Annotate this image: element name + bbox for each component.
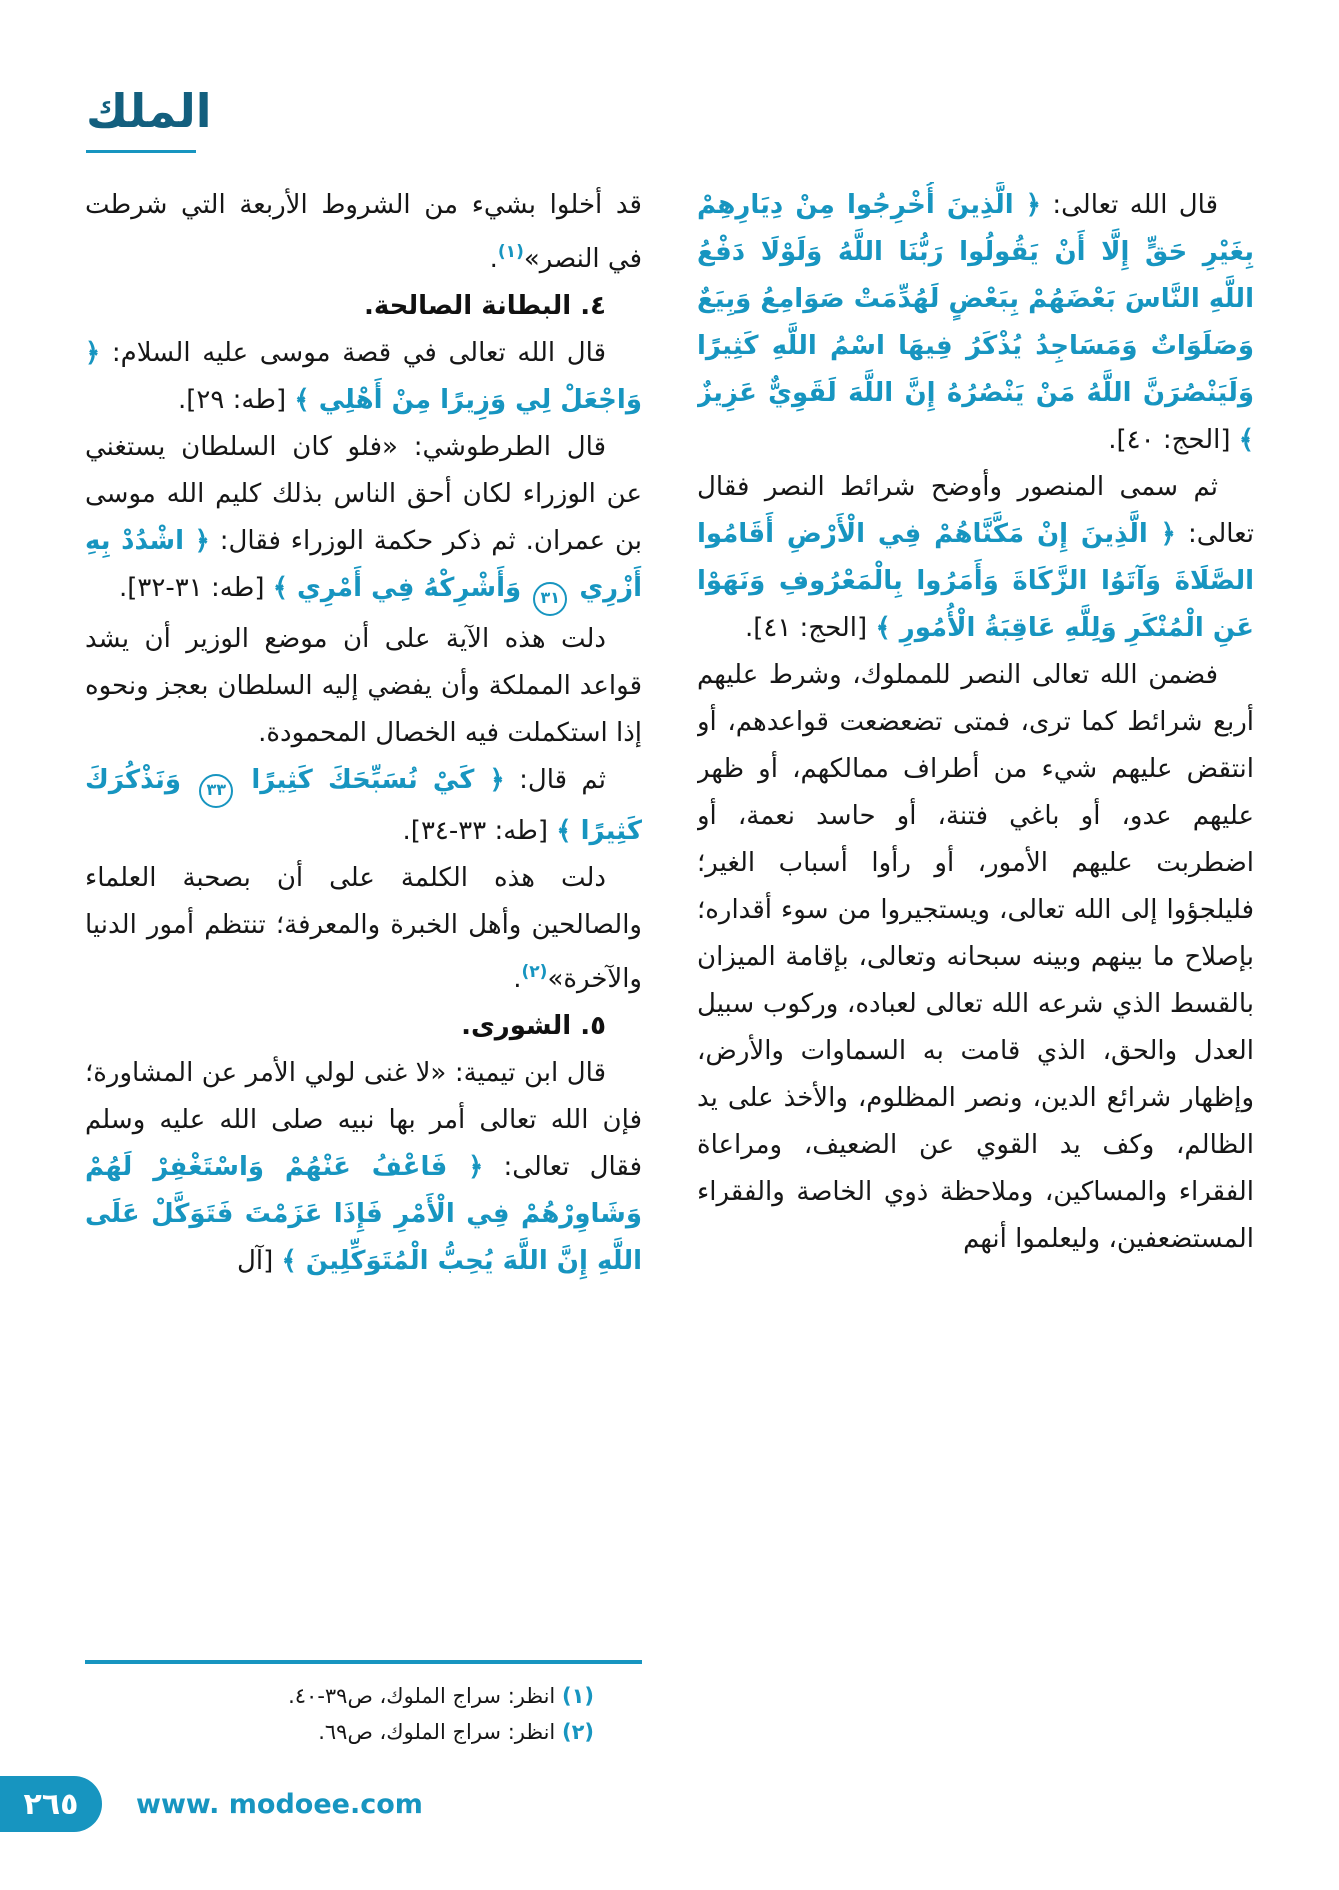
- footnote-text: انظر: سراج الملوك، ص٦٩.: [318, 1720, 562, 1744]
- paragraph: [85, 1050, 642, 1285]
- verse-reference: [طه: ٣٣-٣٤].: [402, 816, 557, 846]
- content-columns: [85, 182, 1254, 1750]
- body-text: ثم قال:: [504, 765, 606, 795]
- verse-reference: [آل: [236, 1246, 282, 1276]
- quran-verse: ﴿ فَاعْفُ عَنْهُمْ وَاسْتَغْفِرْ لَهُمْ وَشَاوِرْهُمْ فِي الْأَمْرِ فَإِذَا عَزَمْتَ فَتَوَكَّلْ عَلَى اللَّهِ إِنَّ اللَّهَ يُحِبُّ الْمُتَوَكِّلِينَ ﴾: [85, 1152, 642, 1276]
- footnotes: [85, 1654, 642, 1750]
- body-text: قد أخلوا بشيء من الشروط الأربعة التي شرطت في النصر»: [85, 190, 642, 274]
- paragraph: [85, 616, 642, 757]
- section-heading: [85, 283, 642, 330]
- paragraph: [85, 757, 642, 855]
- quran-verse: ﴿ وَاجْعَلْ لِي وَزِيرًا مِنْ أَهْلِي ﴾: [85, 338, 642, 415]
- section-title: البطانة الصالحة.: [364, 291, 581, 321]
- column-right: [697, 182, 1254, 1750]
- verse-reference: [الحج: ٤٠].: [1108, 425, 1239, 455]
- footnote-marker: (١): [497, 242, 524, 262]
- footnote-marker: (٢): [521, 962, 548, 982]
- paragraph: [85, 424, 642, 616]
- paragraph: [85, 182, 642, 283]
- body-text: ثم سمى المنصور وأوضح شرائط النصر فقال تعالى:: [697, 472, 1254, 549]
- body-text: قال الله تعالى في قصة موسى عليه السلام:: [100, 338, 606, 368]
- section-heading: [85, 1003, 642, 1050]
- body-text: قال الله تعالى:: [1041, 190, 1218, 220]
- page-number-badge: [0, 1776, 102, 1832]
- paragraph: [697, 652, 1254, 1263]
- body-text: فضمن الله تعالى النصر للمملوك، وشرط عليهم أربع شرائط كما ترى، فمتى تضعضعت قواعدهم، أو انتقض عليهم شيء من أطراف ممالكهم، أو ظهر عليهم عدو، أو باغي فتنة، أو حاسد نعمة، أو اضطربت عليهم الأمور، أو رأوا أسباب الغير؛ فليلجؤوا إلى الله تعالى، ويستجيروا من سوء أقداره؛ بإصلاح ما بينهم وبينه سبحانه وتعالى، بإقامة الميزان بالقسط الذي شرعه الله تعالى لعباده، وركوب سبيل العدل والحق، الذي قامت به السماوات والأرض، وإظهار شرائع الدين، ونصر المظلوم، والأخذ على يد الظالم، وكف يد القوي عن الضعيف، ومراعاة الفقراء والمساكين، وملاحظة ذوي الخاصة والفقراء المستضعفين، وليعلموا أنهم: [697, 660, 1254, 1254]
- ayah-number: ٣٣: [199, 774, 233, 808]
- footnotes-separator: [85, 1660, 642, 1664]
- title-underline: [86, 150, 196, 153]
- body-text: دلت هذه الآية على أن موضع الوزير أن يشد قواعد المملكة وأن يفضي إليه السلطان بعجز ونحوه إذا استكملت فيه الخصال المحمودة.: [85, 624, 642, 748]
- paragraph: [85, 855, 642, 1003]
- ayah-number: ٣١: [533, 582, 567, 616]
- verse-reference: [الحج: ٤١].: [744, 613, 876, 643]
- verse-reference: [طه: ٣١-٣٢].: [119, 573, 273, 603]
- column-left: [85, 182, 642, 1750]
- paragraph: [697, 464, 1254, 652]
- page-number: ٢٦٥: [23, 1786, 79, 1822]
- website-text: www. modoee.com: [136, 1789, 423, 1820]
- body-text: دلت هذه الكلمة على أن بصحبة العلماء والصالحين وأهل الخبرة والمعرفة؛ تنتظم أمور الدنيا والآخرة»: [85, 863, 642, 994]
- section-title: الشورى.: [461, 1011, 581, 1041]
- quran-verse: وَنَذْكُرَكَ كَثِيرًا ﴾: [85, 765, 642, 846]
- footnote-number: (٢): [561, 1720, 594, 1744]
- quran-verse: وَأَشْرِكْهُ فِي أَمْرِي ﴾: [272, 573, 531, 603]
- page-title: الملك: [86, 84, 212, 138]
- body-text: .: [513, 964, 522, 994]
- verse-reference: [طه: ٢٩].: [177, 385, 295, 415]
- quran-verse: ﴿ الَّذِينَ أُخْرِجُوا مِنْ دِيَارِهِمْ بِغَيْرِ حَقٍّ إِلَّا أَنْ يَقُولُوا رَبُّنَا اللَّهُ وَلَوْلَا دَفْعُ اللَّهِ النَّاسَ بَعْضَهُمْ بِبَعْضٍ لَهُدِّمَتْ صَوَامِعُ وَبِيَعٌ وَصَلَوَاتٌ وَمَسَاجِدُ يُذْكَرُ فِيهَا اسْمُ اللَّهِ كَثِيرًا وَلَيَنْصُرَنَّ اللَّهُ مَنْ يَنْصُرُهُ إِنَّ اللَّهَ لَقَوِيٌّ عَزِيزٌ ﴾: [697, 190, 1254, 455]
- body-text: قال الطرطوشي: «فلو كان السلطان يستغني عن الوزراء لكان أحق الناس بذلك كليم الله موسى بن عمران. ثم ذكر حكمة الوزراء فقال:: [85, 432, 642, 556]
- paragraph: [85, 330, 642, 424]
- quran-verse: ﴿ اشْدُدْ بِهِ أَزْرِي: [85, 526, 642, 603]
- paragraph: [697, 182, 1254, 464]
- footnote-item: [85, 1714, 642, 1750]
- quran-verse: ﴿ كَيْ نُسَبِّحَكَ كَثِيرًا: [236, 765, 505, 795]
- body-text: قال ابن تيمية: «لا غنى لولي الأمر عن المشاورة؛ فإن الله تعالى أمر بها نبيه صلى الله عليه وسلم فقال تعالى:: [85, 1058, 642, 1182]
- footnote-text: انظر: سراج الملوك، ص٣٩-٤٠.: [288, 1684, 562, 1708]
- section-number: ٥.: [580, 1011, 606, 1041]
- footnote-number: (١): [561, 1684, 594, 1708]
- section-number: ٤.: [580, 291, 606, 321]
- footnote-item: [85, 1678, 642, 1714]
- quran-verse: ﴿ الَّذِينَ إِنْ مَكَّنَّاهُمْ فِي الْأَرْضِ أَقَامُوا الصَّلَاةَ وَآتَوُا الزَّكَاةَ وَأَمَرُوا بِالْمَعْرُوفِ وَنَهَوْا عَنِ الْمُنْكَرِ وَلِلَّهِ عَاقِبَةُ الْأُمُورِ ﴾: [697, 519, 1254, 643]
- body-text: .: [489, 244, 498, 274]
